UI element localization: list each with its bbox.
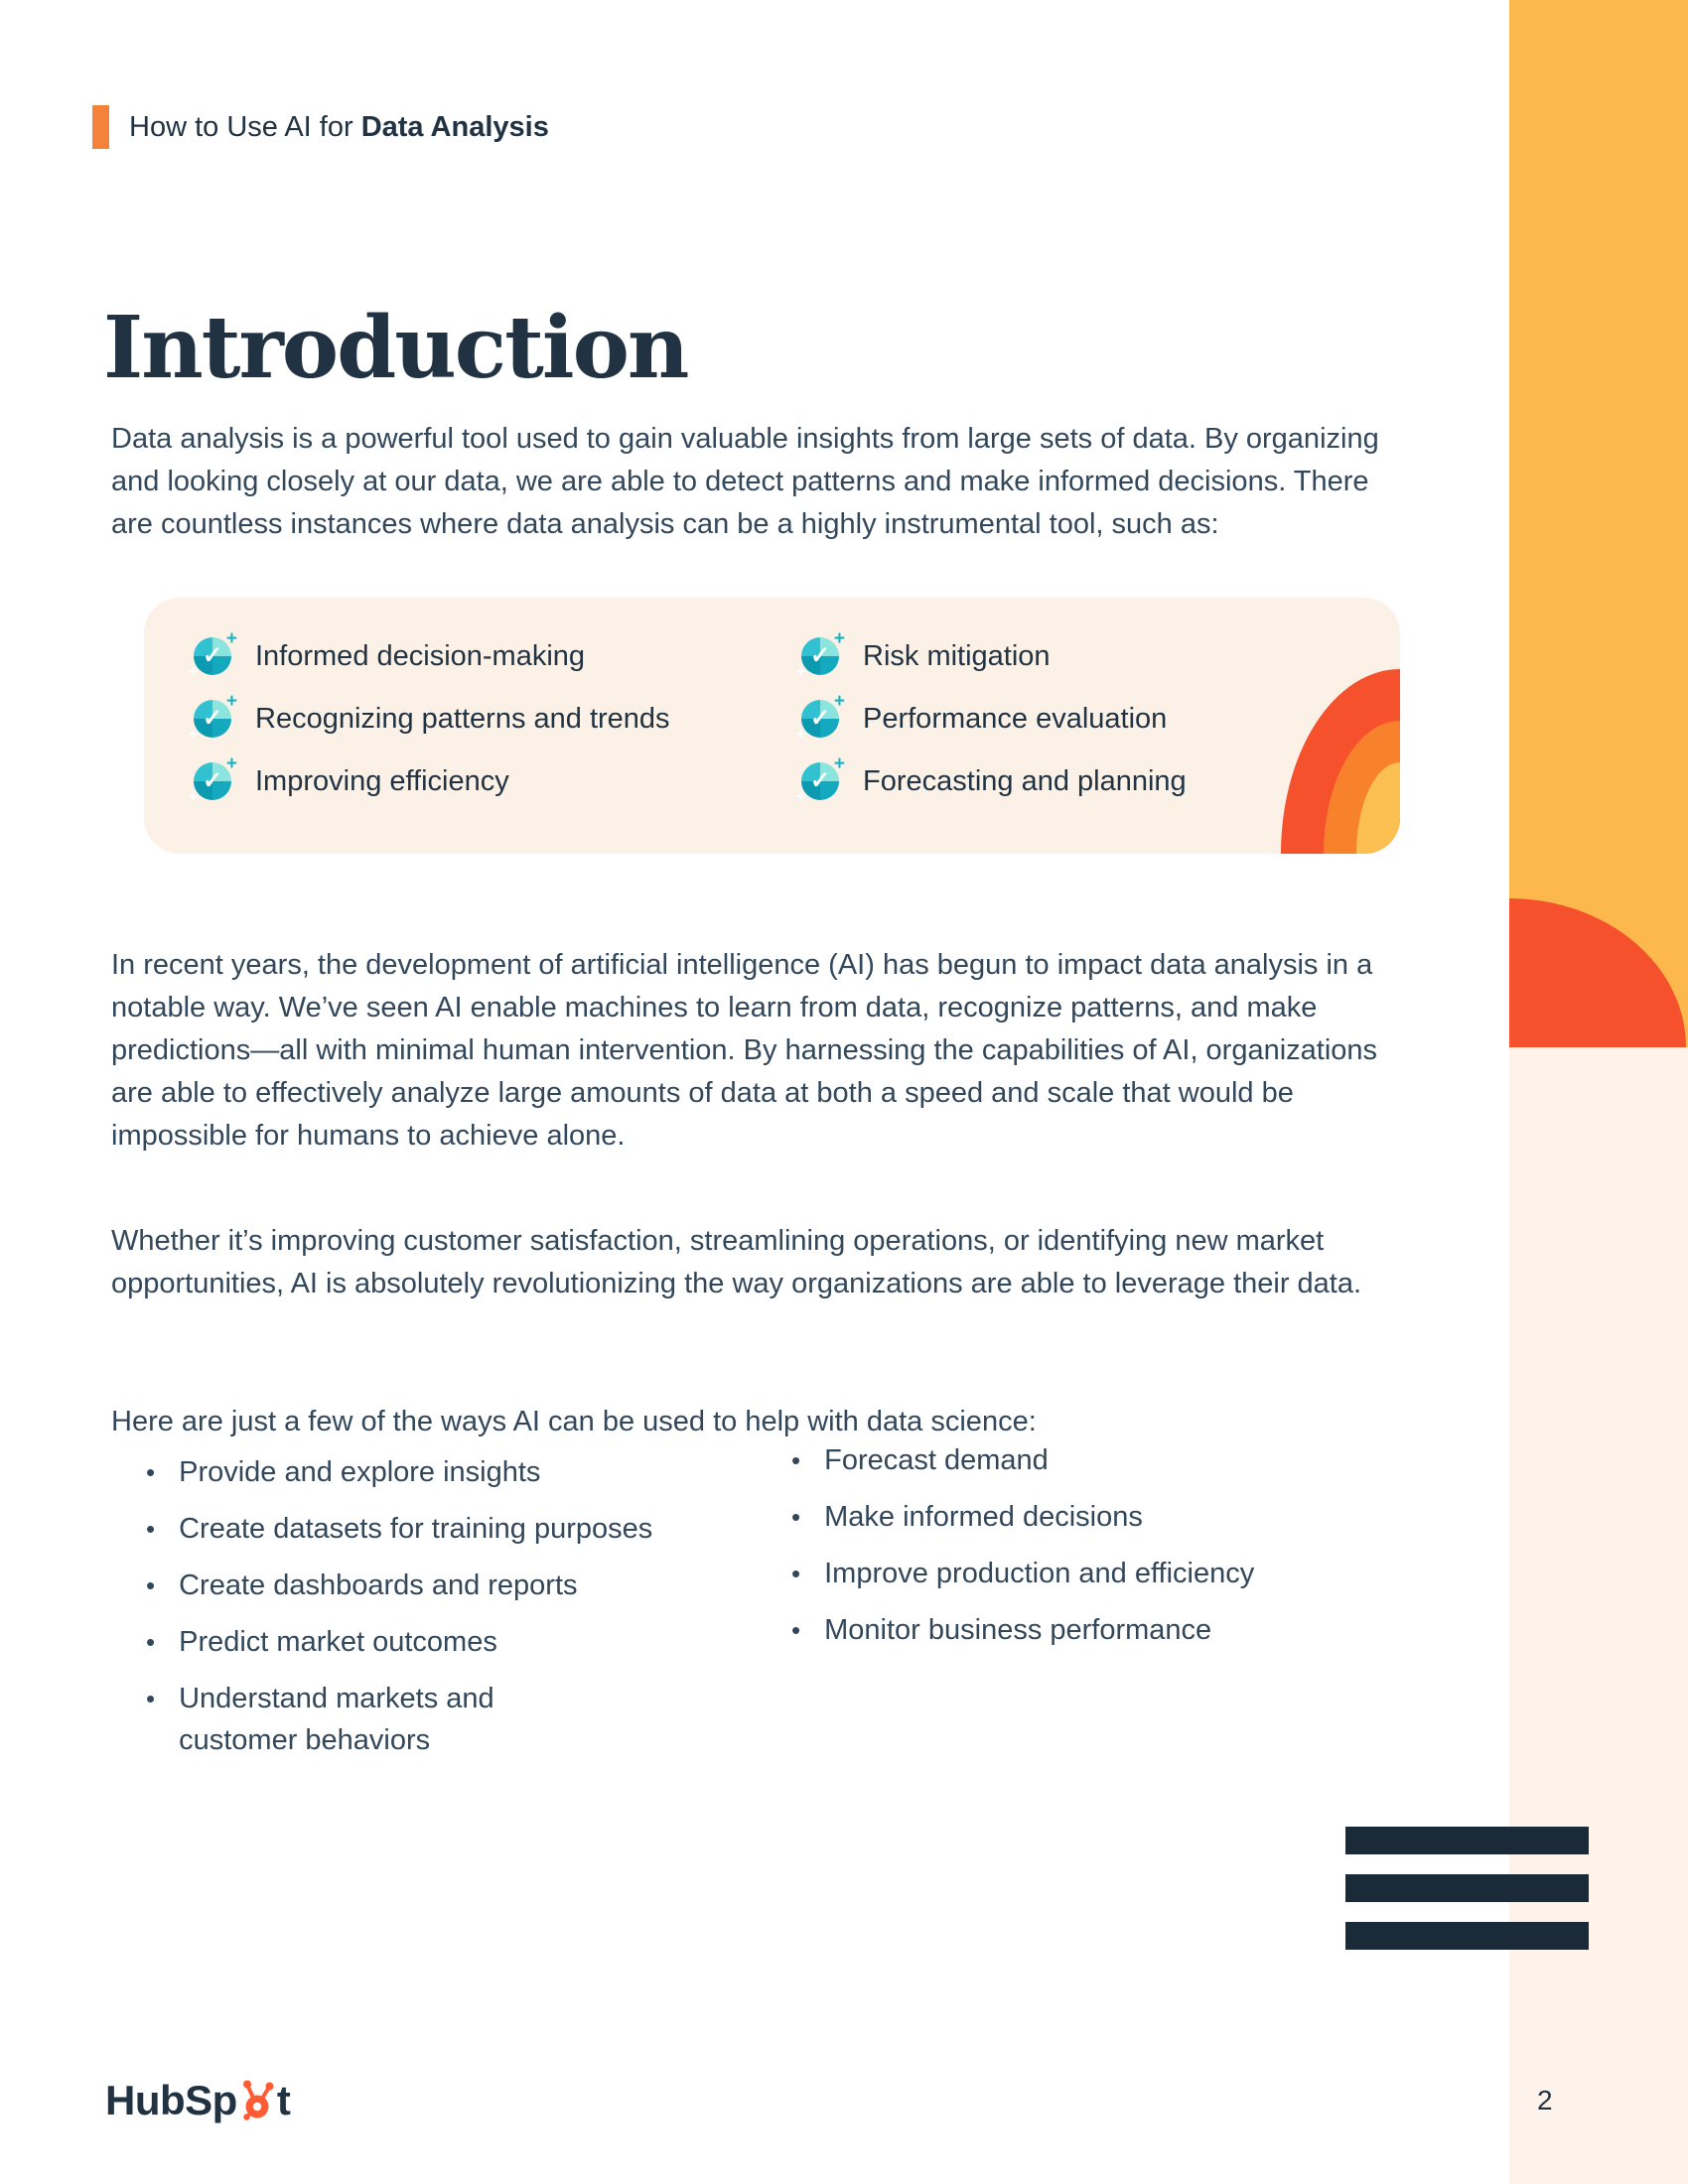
list-item-label: Provide and explore insights — [179, 1456, 541, 1488]
bullet-list-right — [791, 1439, 1417, 1666]
breadcrumb — [92, 105, 549, 149]
list-item-label: Create dashboards and reports — [179, 1570, 578, 1601]
sparkle-icon: + — [225, 691, 237, 712]
sparkle-icon: + — [189, 788, 199, 805]
bullet-dot-icon: • — [791, 1615, 801, 1645]
check-item-label: Forecasting and planning — [863, 764, 1187, 797]
check-item — [796, 753, 1187, 805]
list-item — [791, 1439, 1417, 1481]
bullet-dot-icon: • — [791, 1445, 801, 1475]
bullet-dot-icon: • — [146, 1627, 156, 1657]
check-item-label: Informed decision-making — [255, 639, 586, 672]
check-item-label: Recognizing patterns and trends — [255, 702, 670, 735]
ai-check-icon — [189, 628, 237, 680]
list-item — [146, 1451, 752, 1493]
bullet-dot-icon: • — [146, 1570, 156, 1600]
list-item-label: Monitor business performance — [824, 1614, 1212, 1646]
check-item — [796, 628, 1187, 680]
horizontal-bars-graphic — [1345, 1827, 1589, 1970]
highlight-box-columns — [189, 628, 1187, 805]
sparkle-icon: + — [833, 628, 845, 649]
check-item-label: Improving efficiency — [255, 764, 509, 797]
ai-check-icon — [796, 691, 845, 743]
bullet-dot-icon: • — [791, 1502, 801, 1532]
check-glyph: ✓ — [202, 705, 223, 732]
check-item-label: Risk mitigation — [863, 639, 1051, 672]
bullet-dot-icon: • — [146, 1457, 156, 1487]
check-item — [189, 691, 799, 743]
sparkle-icon: + — [189, 726, 199, 743]
ai-check-icon — [796, 628, 845, 680]
hubspot-logo — [105, 2077, 290, 2124]
accent-bar — [92, 105, 109, 149]
list-item — [791, 1496, 1417, 1538]
list-item — [146, 1508, 752, 1550]
check-item — [796, 691, 1187, 743]
highlight-column-right — [796, 628, 1187, 805]
sparkle-icon: + — [833, 691, 845, 712]
list-item — [791, 1609, 1417, 1651]
list-item-label: Make informed decisions — [824, 1501, 1143, 1533]
sparkle-icon: + — [796, 726, 806, 743]
check-item-label: Performance evaluation — [863, 702, 1168, 735]
list-item-label: Improve production and efficiency — [824, 1558, 1255, 1589]
check-item — [189, 753, 799, 805]
bullet-list-left — [146, 1451, 752, 1776]
list-item-label: Forecast demand — [824, 1444, 1049, 1476]
list-item — [146, 1678, 752, 1761]
peach-band — [1509, 1047, 1688, 2184]
highlight-column-left — [189, 628, 799, 805]
sparkle-icon: + — [225, 753, 237, 774]
highlight-box — [144, 598, 1400, 854]
breadcrumb-prefix: How to Use AI for — [129, 110, 361, 143]
bar-shape — [1345, 1922, 1589, 1950]
list-item-label: Understand markets and customer behaviors — [179, 1683, 494, 1756]
sprocket-icon — [238, 2078, 276, 2121]
breadcrumb-text — [129, 111, 549, 144]
check-glyph: ✓ — [809, 642, 831, 669]
list-item-label: Predict market outcomes — [179, 1626, 497, 1658]
body-paragraph-2: In recent years, the development of artificial intelligence (AI) has begun to impact data analysis in a notable way. We’ve seen AI enable machines to learn from data, recognize patterns, and make predictions—all with minimal human intervention. By harnessing the capabilities of AI, organizations are able to effectively analyze large amounts of data at both a speed and scale that would be impossible for humans to achieve alone. — [111, 949, 1378, 1152]
breadcrumb-bold: Data Analysis — [360, 110, 549, 143]
check-glyph: ✓ — [809, 767, 831, 794]
check-item — [189, 628, 799, 680]
list-item — [791, 1553, 1417, 1594]
red-quarter-circle-shape — [1509, 898, 1686, 1047]
list-item — [146, 1565, 752, 1606]
sparkle-icon: + — [225, 628, 237, 649]
check-glyph: ✓ — [202, 642, 223, 669]
logo-text-prefix: HubSp — [105, 2077, 237, 2123]
bullet-dot-icon: • — [791, 1559, 801, 1588]
logo-text-suffix: t — [276, 2077, 291, 2123]
check-glyph: ✓ — [202, 767, 223, 794]
bar-shape — [1345, 1827, 1589, 1854]
bar-shape — [1345, 1874, 1589, 1902]
list-intro-paragraph: Here are just a few of the ways AI can be used to help with data science: — [111, 1406, 1037, 1437]
ai-check-icon — [189, 691, 237, 743]
ai-check-icon — [189, 753, 237, 805]
check-glyph: ✓ — [809, 705, 831, 732]
sparkle-icon: + — [833, 753, 845, 774]
sparkle-icon: + — [796, 663, 806, 680]
body-paragraph-3: Whether it’s improving customer satisfaction, streamlining operations, or identifying new market opportunities, AI is absolutely revolutionizing the way organizations are able to leverage their data. — [111, 1225, 1362, 1299]
list-item-label: Create datasets for training purposes — [179, 1513, 653, 1545]
ai-check-icon — [796, 753, 845, 805]
sparkle-icon: + — [796, 788, 806, 805]
sparkle-icon: + — [189, 663, 199, 680]
page-title: Introduction — [103, 297, 688, 398]
orange-band — [1509, 0, 1688, 1047]
intro-paragraph-1: Data analysis is a powerful tool used to gain valuable insights from large sets of data. By organizing and looking closely at our data, we are able to detect patterns and make informed decisions. There are countless instances where data analysis can be a highly instrumental tool, such as: — [111, 423, 1379, 540]
bullet-dot-icon: • — [146, 1684, 156, 1713]
list-item — [146, 1621, 752, 1663]
page-number: 2 — [1537, 2085, 1553, 2116]
bullet-dot-icon: • — [146, 1514, 156, 1544]
